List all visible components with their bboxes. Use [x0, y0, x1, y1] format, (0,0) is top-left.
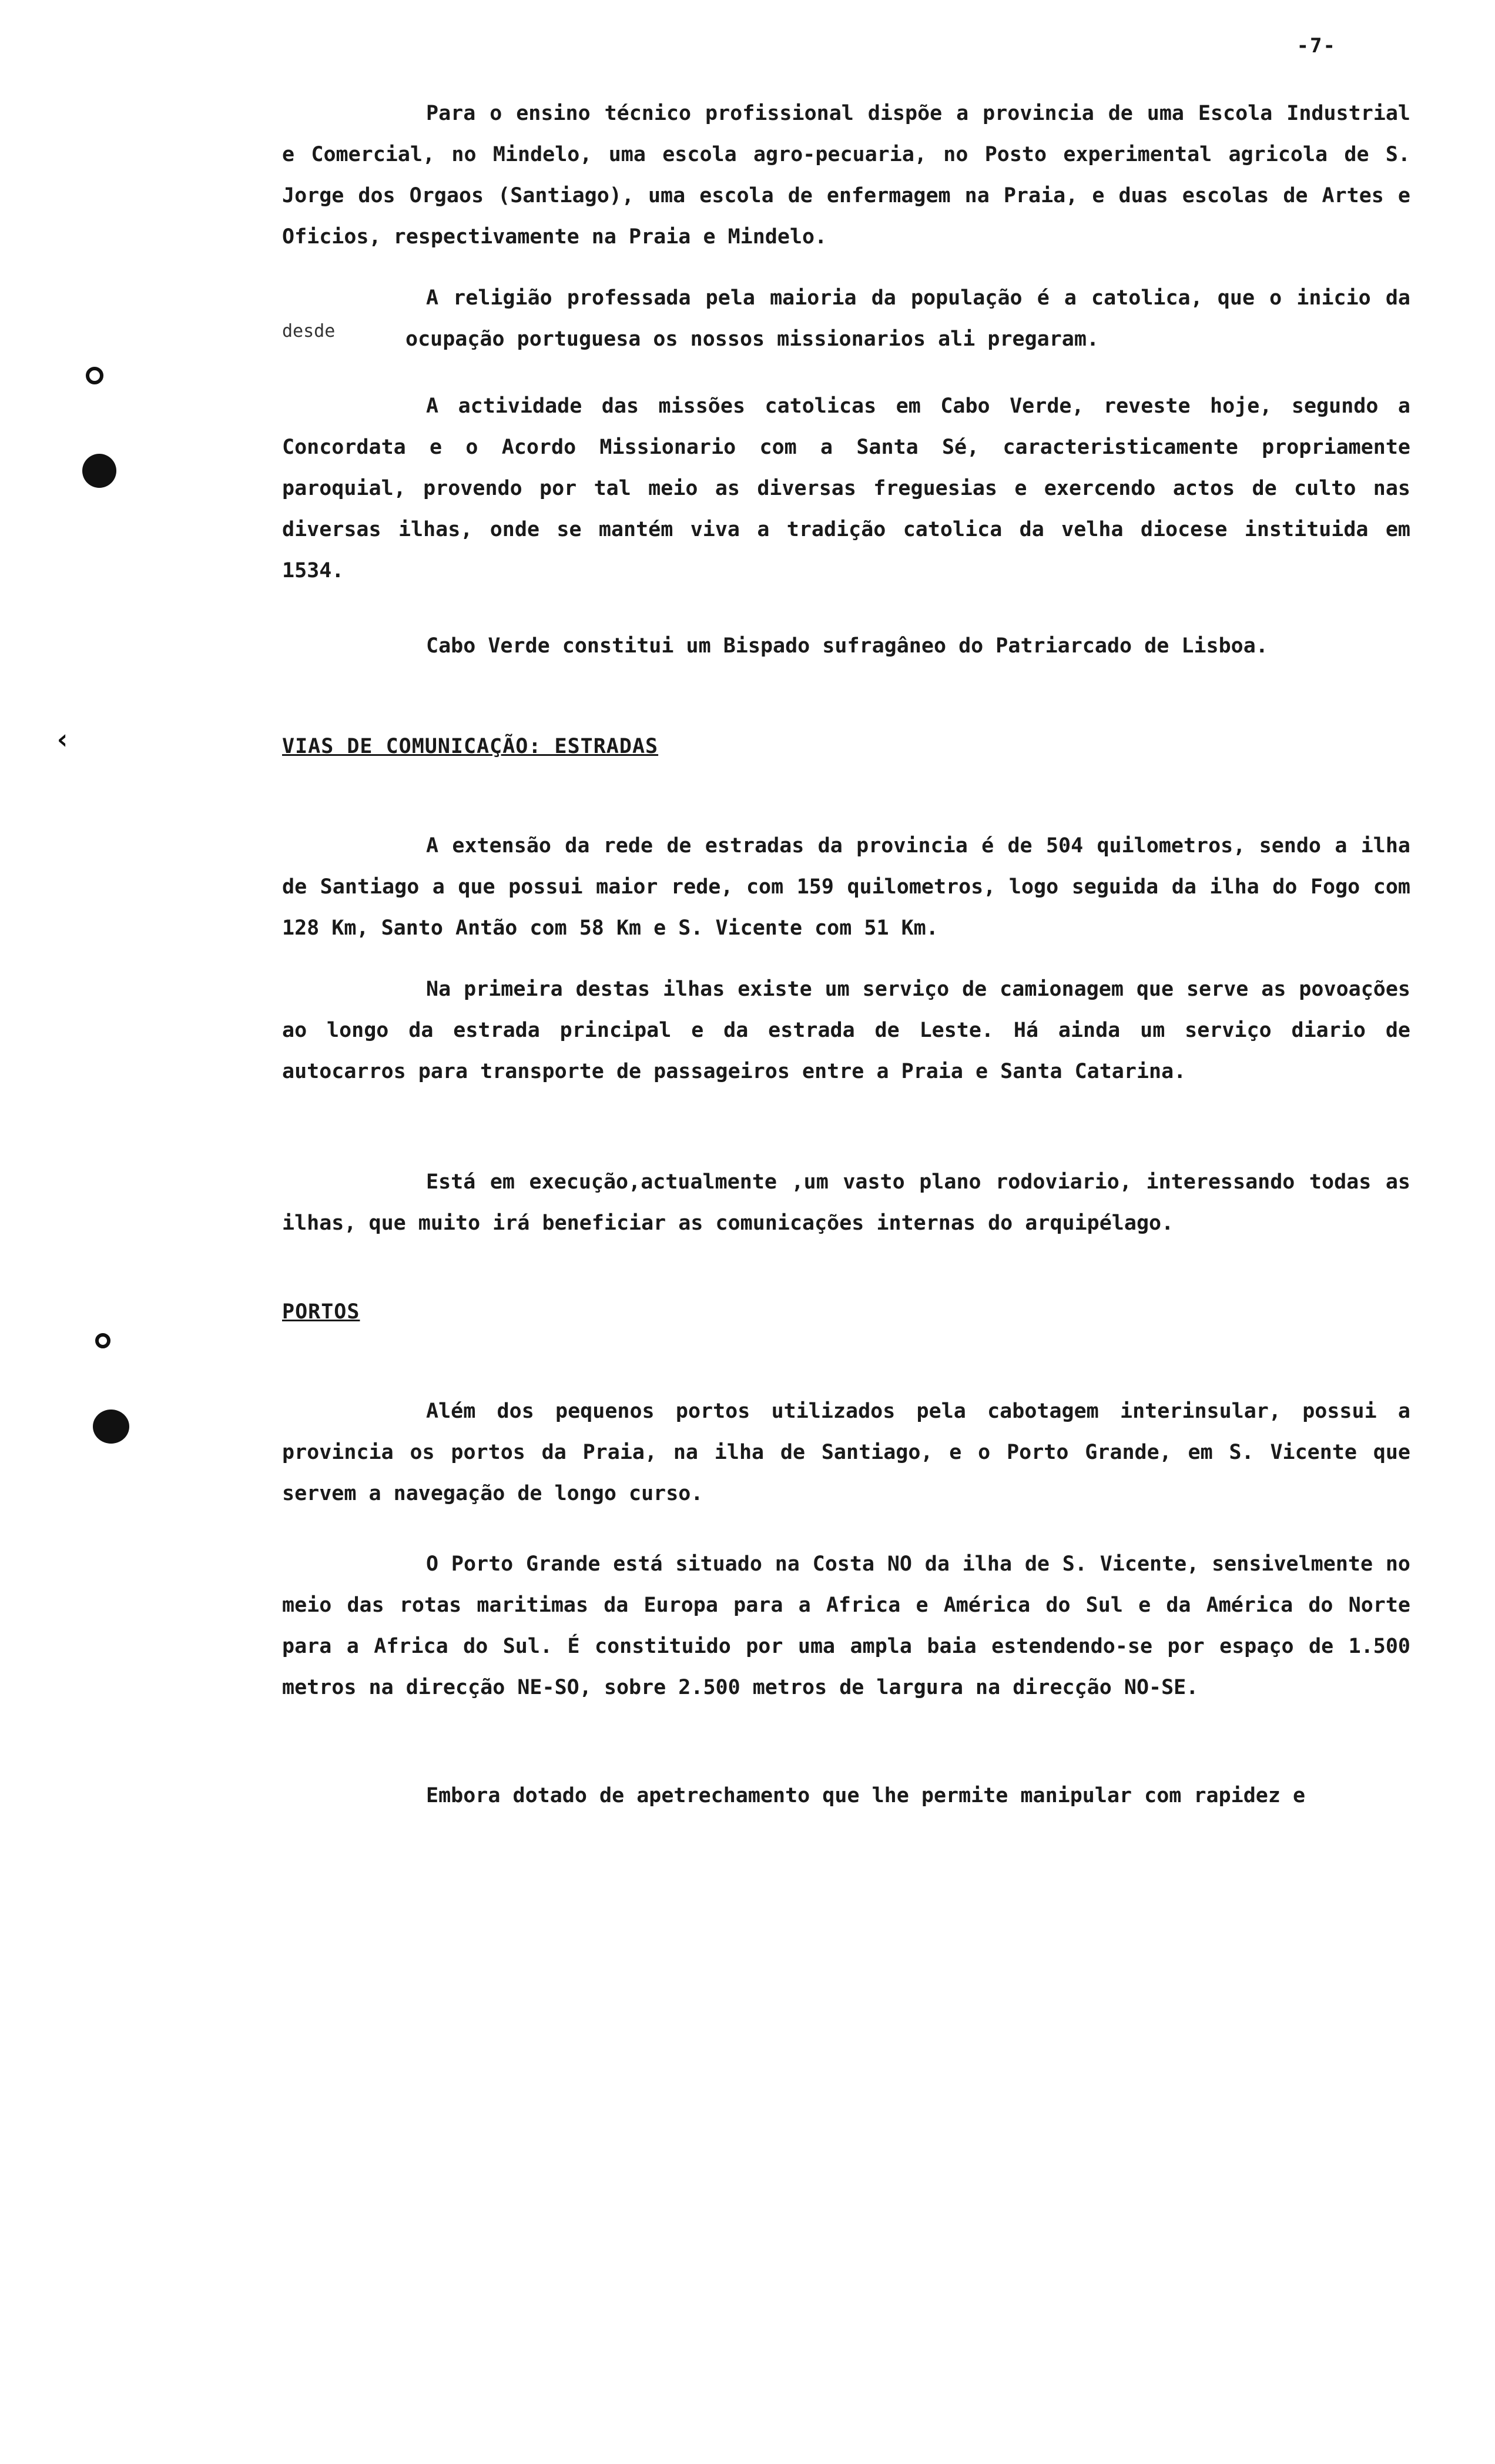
punch-hole-bottom: [93, 1410, 129, 1444]
margin-insert-desde: desde: [282, 321, 336, 342]
heading-ports: PORTOS: [282, 1300, 360, 1324]
paragraph-bus-service: Na primeira destas ilhas existe um serviço de camionagem que serve as povoações ao longo da estrada principal e da estrada de Leste. Há ainda um serviço diario de autocarros para transporte de passageiros entre a Praia e Santa Catarina.: [282, 977, 1410, 1083]
page-number: -7-: [1296, 34, 1336, 58]
paragraph-road-network: A extensão da rede de estradas da provincia é de 504 quilometros, sendo a ilha de Santiago a que possui maior rede, com 159 quilometros, logo seguida da ilha do Fogo com 128 Km, Santo Antão com 58 Km e S. Vicente com 51 Km.: [282, 834, 1410, 940]
punch-hole-ring-top: [86, 367, 103, 384]
paragraph-bishopric: Cabo Verde constitui um Bispado sufragâneo do Patriarcado de Lisboa.: [426, 634, 1268, 658]
paragraph-technical-schools: Para o ensino técnico profissional dispõe a provincia de uma Escola Industrial e Comercial, no Mindelo, uma escola agro-pecuaria, no Posto experimental agricola de S. Jorge dos Orgaos (Santiago), uma escola de enfermagem na Praia, e duas escolas de Artes e Oficios, respectivamente na Praia e Mindelo.: [282, 102, 1410, 249]
punch-hole-top: [82, 454, 116, 488]
heading-roads: VIAS DE COMUNICAÇÃO: ESTRADAS: [282, 735, 659, 758]
paragraph-religion: A religião professada pela maioria da população é a catolica, que o inicio da ocupação portuguesa os nossos missionarios ali pregaram.: [405, 286, 1410, 351]
paragraph-ports: Além dos pequenos portos utilizados pela cabotagem interinsular, possui a provincia os portos da Praia, na ilha de Santiago, e o Porto Grande, em S. Vicente que servem a navegação de longo curso.: [282, 1400, 1410, 1505]
paragraph-porto-grande: O Porto Grande está situado na Costa NO da ilha de S. Vicente, sensivelmente no meio das rotas maritimas da Europa para a Africa e América do Sul e da América do Norte para a Africa do Sul. É constituido por uma ampla baia estendendo-se por espaço de 1.500 metros na direcção NE-SO, sobre 2.500 metros de largura na direcção NO-SE.: [282, 1552, 1410, 1699]
paragraph-road-plan: Está em execução,actualmente ,um vasto plano rodoviario, interessando todas as ilhas, que muito irá beneficiar as comunicações internas do arquipélago.: [282, 1170, 1410, 1235]
paragraph-missions: A actividade das missões catolicas em Cabo Verde, reveste hoje, segundo a Concordata e o Acordo Missionario com a Santa Sé, caracteristicamente propriamente paroquial, provendo por tal meio as diversas freguesias e exercendo actos de culto nas diversas ilhas, onde se mantém viva a tradição catolica da velha diocese instituida em 1534.: [282, 394, 1410, 582]
paragraph-equipment: Embora dotado de apetrechamento que lhe permite manipular com rapidez e: [426, 1784, 1306, 1807]
punch-hole-ring-bottom: [95, 1333, 110, 1348]
margin-mark: ‹: [54, 723, 71, 756]
